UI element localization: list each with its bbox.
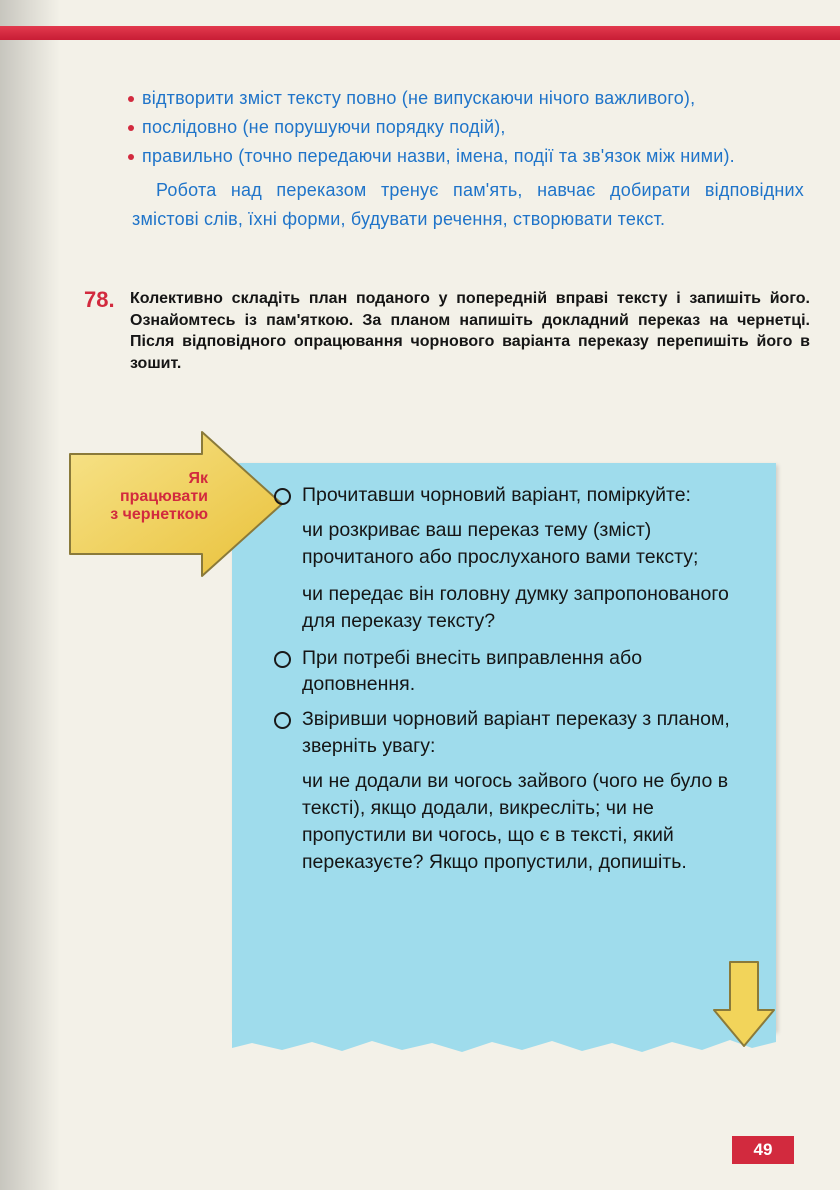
arrow-label-line: Як <box>188 470 208 487</box>
arrow-label-line: працювати <box>119 487 208 505</box>
page-number: 49 <box>732 1136 794 1164</box>
guideline-item-text: При потребі внесіть виправлення або доповнення. <box>302 646 643 696</box>
memo-bullet <box>132 142 804 171</box>
torn-paper-edge <box>232 1028 776 1058</box>
exercise-number: 78. <box>84 287 115 312</box>
guideline-item-text: Звіривши чорновий варіант переказу з планом, зверніть увагу: <box>302 708 730 758</box>
guideline-text <box>270 482 750 886</box>
bullet-dot-icon <box>128 125 134 131</box>
memo-bullet-text: відтворити зміст тексту повно (не випускаючи нічого важливого), <box>142 88 696 108</box>
arrow-down-icon <box>712 960 776 1048</box>
page-spine-shadow <box>0 0 60 1190</box>
guideline-item <box>270 706 750 760</box>
bullet-dot-icon <box>128 154 134 160</box>
guideline-subtext: чи не додали ви чогось зайвого (чого не було в тексті), якщо додали, викресліть; чи не пропустили ви чогось, що є в тексті, який переказуєте? Якщо пропустили, допишіть. <box>302 770 729 873</box>
memo-bullet-text: послідовно (не порушуючи порядку подій), <box>142 116 506 137</box>
circle-bullet-icon <box>274 651 291 668</box>
memo-bullet-text: правильно (точно передаючи назви, імена, події та зв'язок між ними). <box>142 145 735 166</box>
arrow-label-line: з чернеткою <box>110 505 208 523</box>
memo-paragraph: Робота над переказом тренує пам'ять, навчає добирати відповідних змістові слів, їхні форми, будувати речення, створювати текст. <box>132 180 804 230</box>
top-red-rule <box>0 26 840 40</box>
guideline-item-text: Прочитавши чорновий варіант, поміркуйте: <box>302 484 691 506</box>
circle-bullet-icon <box>274 712 291 729</box>
exercise-text: Колективно складіть план поданого у попередній вправі тексту і запишіть його. Ознайомтесь із пам'яткою. За планом напишіть докладний переказ на чернетці. Після відповідного опрацювання чорнового варіанта переказу перепишіть його в зошит. <box>130 290 810 372</box>
memo-bullet <box>132 84 804 113</box>
circle-bullet-icon <box>274 488 291 505</box>
guideline-subtext: чи розкриває ваш переказ тему (зміст) прочитаного або прослуханого вами тексту; <box>302 518 699 568</box>
arrow-label <box>74 470 208 524</box>
bullet-dot-icon <box>128 96 134 102</box>
guideline-subtext: чи передає він головну думку запропонованого для переказу тексту? <box>302 582 729 632</box>
guideline-item <box>270 645 750 699</box>
memo-section <box>132 84 804 234</box>
guideline-item <box>270 482 750 509</box>
memo-bullet <box>132 113 804 142</box>
